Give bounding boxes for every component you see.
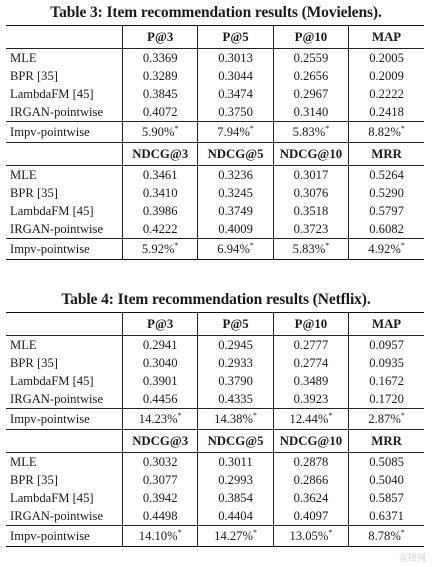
table-cell: 0.2933 (198, 354, 273, 372)
column-header: MRR (349, 143, 424, 166)
improvement-value: 14.38% (214, 412, 253, 426)
table3-caption: Table 3: Item recommendation results (Movielens). (50, 4, 382, 21)
table-cell: 0.3040 (123, 354, 198, 372)
table-cell: 0.3236 (198, 166, 273, 185)
table-cell: 0.2945 (198, 336, 273, 355)
significance-mark: * (325, 241, 330, 250)
improvement-value: 2.87% (368, 412, 401, 426)
table-cell: 0.2418 (349, 103, 424, 122)
table-cell: 0.3750 (198, 103, 273, 122)
row-label: LambdaFM [45] (10, 204, 94, 218)
improvement-label: Impv-pointwise (6, 122, 123, 143)
table-cell: 0.3854 (198, 489, 273, 507)
improvement-value: 5.90% (141, 125, 175, 139)
improvement-value: 14.27% (214, 529, 253, 543)
improvement-value: 12.44% (289, 412, 329, 426)
column-header: MRR (349, 430, 424, 453)
table-cell: 0.2656 (273, 67, 348, 85)
table-cell: 0.0935 (349, 354, 424, 372)
improvement-value: 6.94% (217, 242, 250, 256)
improvement-cell (349, 526, 424, 547)
significance-mark: * (252, 411, 257, 420)
table-row (6, 453, 424, 472)
table-cell: 0.4097 (273, 507, 348, 526)
table-row (6, 372, 424, 390)
table4-netflix (6, 312, 424, 547)
table-cell: 0.3461 (123, 166, 198, 185)
significance-mark: * (400, 411, 405, 420)
table-cell: 0.3011 (198, 453, 273, 472)
row-label: LambdaFM [45] (10, 374, 94, 388)
row-label: MLE (6, 336, 123, 355)
watermark-logo: 雷锋网 (398, 554, 426, 564)
table-cell: 0.3013 (198, 49, 273, 68)
improvement-label: Impv-pointwise (6, 526, 123, 547)
improvement-value: 14.10% (138, 529, 178, 543)
table4-caption: Table 4: Item recommendation results (Netflix). (61, 291, 371, 308)
column-header: NDCG@10 (273, 143, 348, 166)
table-cell: 0.3749 (198, 202, 273, 220)
table-row (6, 166, 424, 185)
table-cell: 0.5290 (349, 184, 424, 202)
row-label: LambdaFM [45] (10, 87, 94, 101)
significance-mark: * (400, 241, 405, 250)
improvement-value: 5.83% (292, 242, 326, 256)
column-header: NDCG@5 (198, 430, 273, 453)
table-cell: 0.6371 (349, 507, 424, 526)
improvement-row (6, 239, 424, 260)
significance-mark: * (325, 124, 330, 133)
table-cell: 0.2774 (273, 354, 348, 372)
table-cell: 0.4009 (198, 220, 273, 239)
improvement-label: Impv-pointwise (6, 409, 123, 430)
table3-block1-header-row (6, 26, 424, 49)
row-label: LambdaFM [45] (10, 491, 94, 505)
table-cell: 0.1672 (349, 372, 424, 390)
table-row (6, 103, 424, 122)
table-cell: 0.3076 (273, 184, 348, 202)
table-cell: 0.5085 (349, 453, 424, 472)
improvement-cell (198, 239, 273, 260)
improvement-cell (273, 122, 348, 143)
table-cell: 0.2005 (349, 49, 424, 68)
row-label: BPR [35] (10, 356, 58, 370)
row-label: IRGAN-pointwise (10, 222, 104, 236)
significance-mark: * (177, 528, 182, 537)
table-cell: 0.3845 (123, 85, 198, 103)
table-cell: 0.6082 (349, 220, 424, 239)
significance-mark: * (400, 528, 405, 537)
improvement-label: Impv-pointwise (6, 239, 123, 260)
table-cell: 0.3986 (123, 202, 198, 220)
improvement-cell (349, 239, 424, 260)
row-label: MLE (6, 49, 123, 68)
table-cell: 0.4404 (198, 507, 273, 526)
row-label: BPR [35] (10, 186, 58, 200)
column-header: P@10 (273, 313, 348, 336)
table-cell: 0.3723 (273, 220, 348, 239)
improvement-value: 8.78% (368, 529, 401, 543)
column-header: NDCG@5 (198, 143, 273, 166)
table-cell: 0.3077 (123, 471, 198, 489)
improvement-cell (273, 526, 348, 547)
table-cell: 0.3624 (273, 489, 348, 507)
table-row (6, 202, 424, 220)
significance-mark: * (249, 241, 254, 250)
improvement-cell (123, 409, 198, 430)
table-cell: 0.5857 (349, 489, 424, 507)
table-cell: 0.3044 (198, 67, 273, 85)
improvement-row (6, 122, 424, 143)
table-cell: 0.3923 (273, 390, 348, 409)
table-cell: 0.3790 (198, 372, 273, 390)
table-row (6, 390, 424, 409)
column-header: P@10 (273, 26, 348, 49)
table-cell: 0.4456 (123, 390, 198, 409)
table-cell: 0.1720 (349, 390, 424, 409)
improvement-cell (198, 122, 273, 143)
table-row (6, 184, 424, 202)
table-cell: 0.3518 (273, 202, 348, 220)
significance-mark: * (177, 411, 182, 420)
column-header: MAP (349, 313, 424, 336)
improvement-value: 5.92% (141, 242, 175, 256)
improvement-cell (123, 122, 198, 143)
table-cell: 0.3410 (123, 184, 198, 202)
table-row (6, 489, 424, 507)
table-row (6, 471, 424, 489)
table-cell: 0.3032 (123, 453, 198, 472)
table4-block1-header-row (6, 313, 424, 336)
significance-mark: * (328, 411, 333, 420)
table-cell: 0.2009 (349, 67, 424, 85)
table-cell: 0.2222 (349, 85, 424, 103)
column-header: NDCG@3 (123, 430, 198, 453)
improvement-value: 8.82% (368, 125, 401, 139)
table-row (6, 220, 424, 239)
improvement-cell (349, 409, 424, 430)
table-row (6, 507, 424, 526)
table3-block2-header-blank (6, 143, 123, 166)
improvement-row (6, 409, 424, 430)
table-row (6, 336, 424, 355)
significance-mark: * (174, 124, 179, 133)
improvement-value: 13.05% (289, 529, 329, 543)
table3-movielens (6, 25, 424, 260)
table-cell: 0.5264 (349, 166, 424, 185)
table-row (6, 49, 424, 68)
table-cell: 0.0957 (349, 336, 424, 355)
improvement-cell (273, 239, 348, 260)
table4-block2-header-row (6, 430, 424, 453)
significance-mark: * (328, 528, 333, 537)
row-label: MLE (6, 453, 123, 472)
row-label: BPR [35] (10, 69, 58, 83)
table-cell: 0.3245 (198, 184, 273, 202)
improvement-cell (198, 409, 273, 430)
column-header: P@5 (198, 313, 273, 336)
table-cell: 0.2866 (273, 471, 348, 489)
table-cell: 0.3474 (198, 85, 273, 103)
column-header: MAP (349, 26, 424, 49)
improvement-row (6, 526, 424, 547)
improvement-cell (123, 526, 198, 547)
table4-block2-header-blank (6, 430, 123, 453)
significance-mark: * (252, 528, 257, 537)
improvement-value: 7.94% (217, 125, 250, 139)
table-cell: 0.4072 (123, 103, 198, 122)
significance-mark: * (174, 241, 179, 250)
improvement-cell (273, 409, 348, 430)
row-label: MLE (6, 166, 123, 185)
table-cell: 0.2559 (273, 49, 348, 68)
row-label: IRGAN-pointwise (10, 105, 104, 119)
table-cell: 0.3942 (123, 489, 198, 507)
table-cell: 0.3369 (123, 49, 198, 68)
column-header: P@5 (198, 26, 273, 49)
improvement-value: 5.83% (292, 125, 326, 139)
table-cell: 0.2967 (273, 85, 348, 103)
column-header: P@3 (123, 26, 198, 49)
column-header: NDCG@3 (123, 143, 198, 166)
row-label: IRGAN-pointwise (10, 392, 104, 406)
improvement-cell (349, 122, 424, 143)
improvement-value: 4.92% (368, 242, 401, 256)
improvement-cell (198, 526, 273, 547)
table3-block1-header-blank (6, 26, 123, 49)
table-cell: 0.2777 (273, 336, 348, 355)
table-cell: 0.3289 (123, 67, 198, 85)
table4-block1-header-blank (6, 313, 123, 336)
table-row (6, 354, 424, 372)
table-cell: 0.3901 (123, 372, 198, 390)
table-row (6, 85, 424, 103)
table-row (6, 67, 424, 85)
table-cell: 0.5040 (349, 471, 424, 489)
significance-mark: * (249, 124, 254, 133)
improvement-value: 14.23% (138, 412, 178, 426)
column-header: NDCG@10 (273, 430, 348, 453)
column-header: P@3 (123, 313, 198, 336)
table-cell: 0.3140 (273, 103, 348, 122)
row-label: IRGAN-pointwise (10, 509, 104, 523)
table3-block2-header-row (6, 143, 424, 166)
table-cell: 0.3489 (273, 372, 348, 390)
table-cell: 0.2878 (273, 453, 348, 472)
table-cell: 0.3017 (273, 166, 348, 185)
significance-mark: * (400, 124, 405, 133)
improvement-cell (123, 239, 198, 260)
table-cell: 0.4335 (198, 390, 273, 409)
table-cell: 0.4498 (123, 507, 198, 526)
table-cell: 0.5797 (349, 202, 424, 220)
table-cell: 0.2941 (123, 336, 198, 355)
table-cell: 0.2993 (198, 471, 273, 489)
row-label: BPR [35] (10, 473, 58, 487)
table-cell: 0.4222 (123, 220, 198, 239)
